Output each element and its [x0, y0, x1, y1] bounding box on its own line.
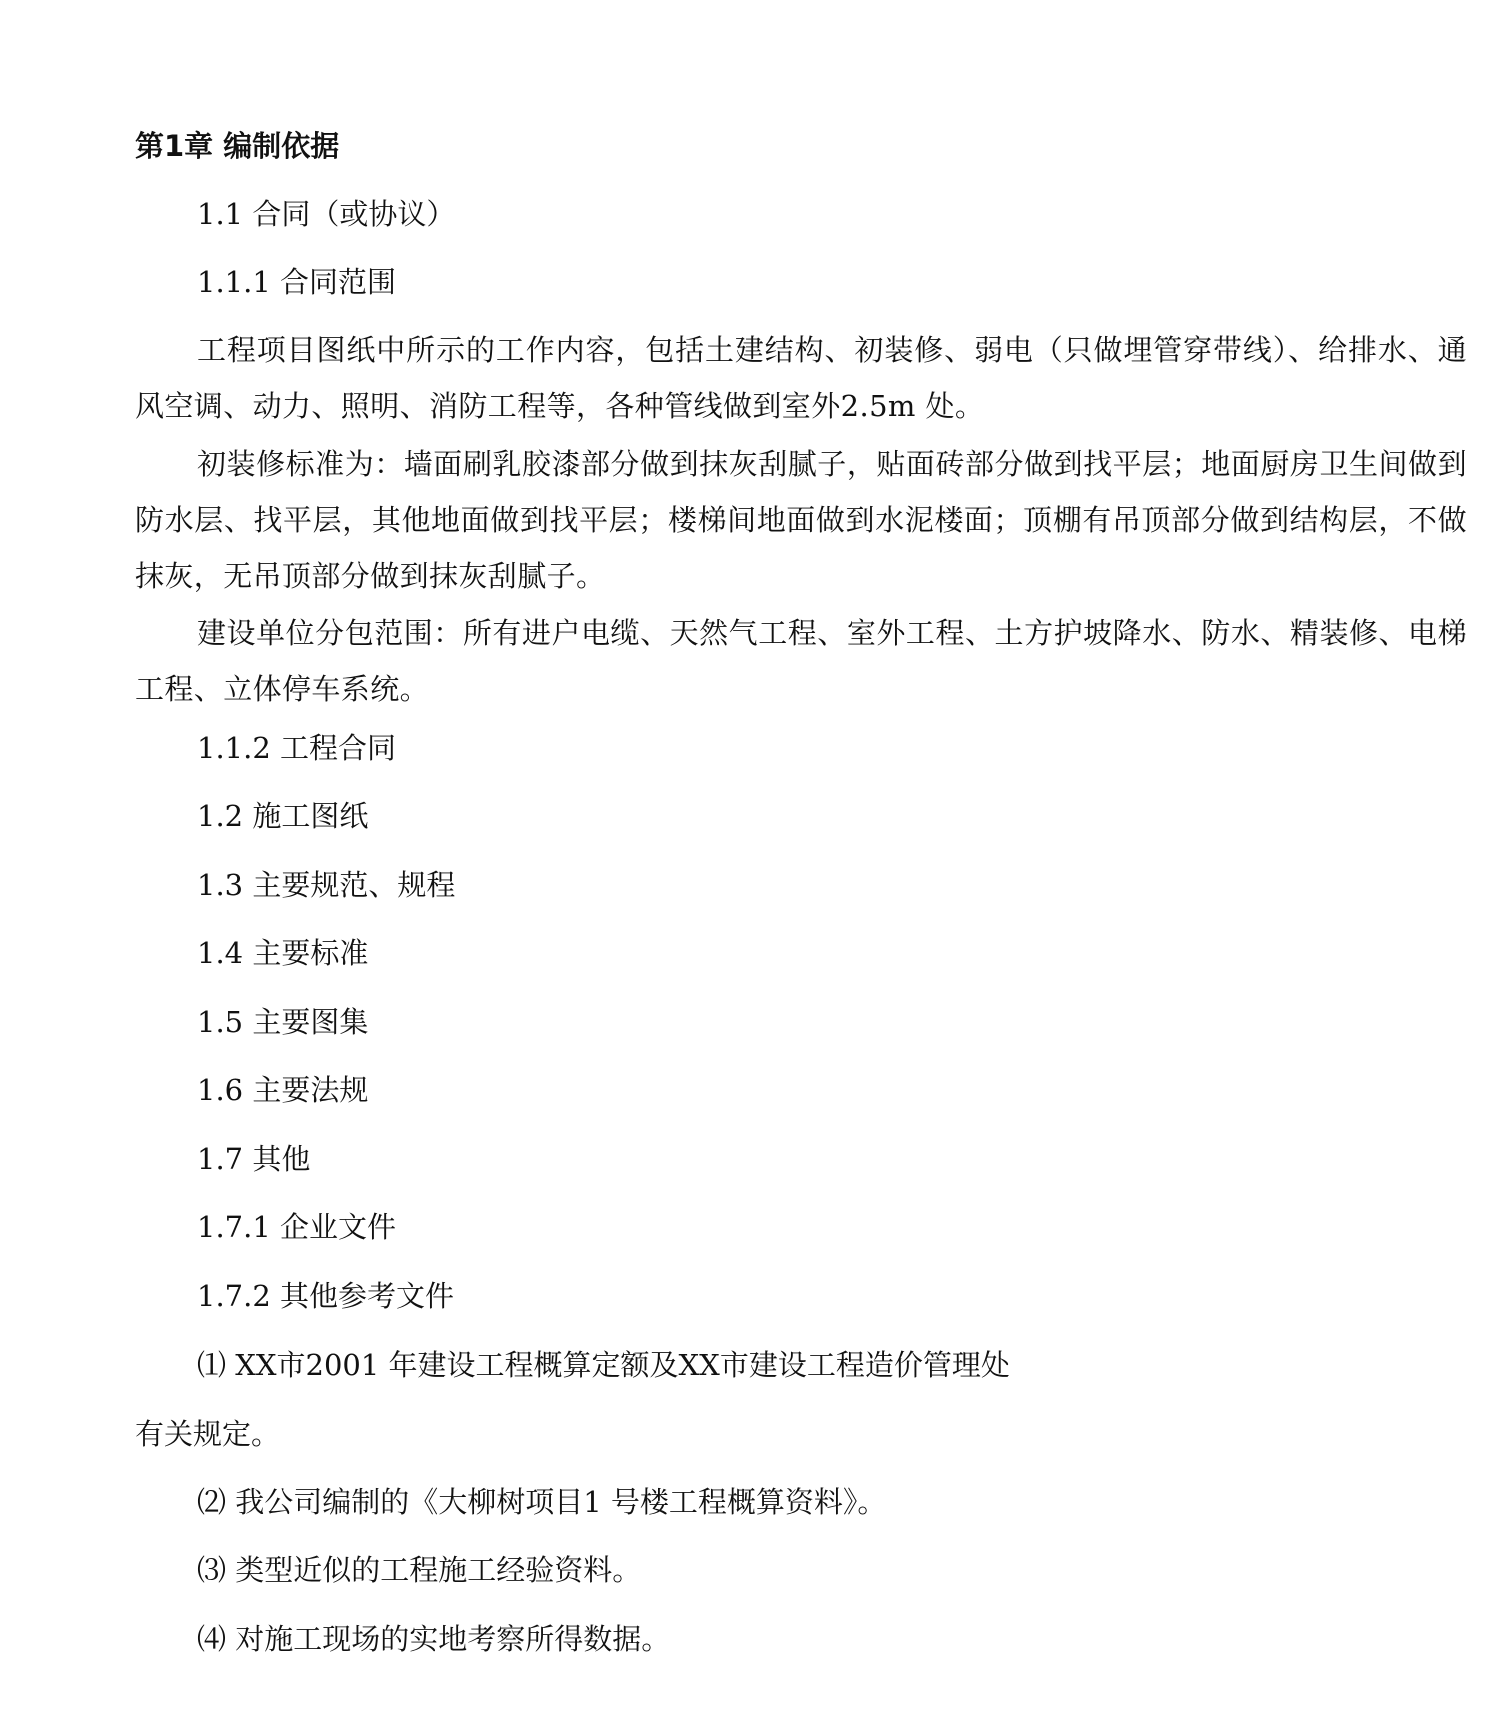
heading-1-1: 1.1 合同（或协议） [197, 197, 456, 231]
heading-1-7: 1.7 其他 [197, 1142, 311, 1176]
heading-1-4: 1.4 主要标准 [197, 936, 369, 970]
heading-1-7-2: 1.7.2 其他参考文件 [197, 1279, 455, 1313]
reference-3: ⑶ 类型近似的工程施工经验资料。 [197, 1553, 642, 1587]
heading-1-1-1: 1.1.1 合同范围 [197, 265, 397, 299]
heading-1-3: 1.3 主要规范、规程 [197, 868, 456, 902]
heading-1-6: 1.6 主要法规 [197, 1073, 369, 1107]
heading-1-1-2: 1.1.2 工程合同 [197, 731, 397, 765]
paragraph-finish-standard: 初装修标准为：墙面刷乳胶漆部分做到抹灰刮腻子，贴面砖部分做到找平层；地面厨房卫生间做到防水层、找平层，其他地面做到找平层；楼梯间地面做到水泥楼面；顶棚有吊顶部分做到结构层，不做抹灰，无吊顶部分做到抹灰刮腻子。 [135, 447, 1467, 593]
reference-1-line-2: 有关规定。 [135, 1417, 281, 1451]
chapter-title: 第1章 编制依据 [135, 129, 340, 163]
reference-2: ⑵ 我公司编制的《大柳树项目1 号楼工程概算资料》。 [197, 1485, 887, 1519]
reference-1-line-1: ⑴ XX市2001 年建设工程概算定额及XX市建设工程造价管理处 [197, 1348, 1010, 1382]
paragraph-subcontract: 建设单位分包范围：所有进户电缆、天然气工程、室外工程、土方护坡降水、防水、精装修、电梯工程、立体停车系统。 [135, 616, 1467, 706]
paragraph-scope: 工程项目图纸中所示的工作内容，包括土建结构、初装修、弱电（只做埋管穿带线）、给排水、通风空调、动力、照明、消防工程等，各种管线做到室外2.5m 处。 [135, 333, 1467, 423]
heading-1-7-1: 1.7.1 企业文件 [197, 1210, 397, 1244]
heading-1-5: 1.5 主要图集 [197, 1005, 369, 1039]
heading-1-2: 1.2 施工图纸 [197, 799, 369, 833]
reference-4: ⑷ 对施工现场的实地考察所得数据。 [197, 1622, 671, 1656]
